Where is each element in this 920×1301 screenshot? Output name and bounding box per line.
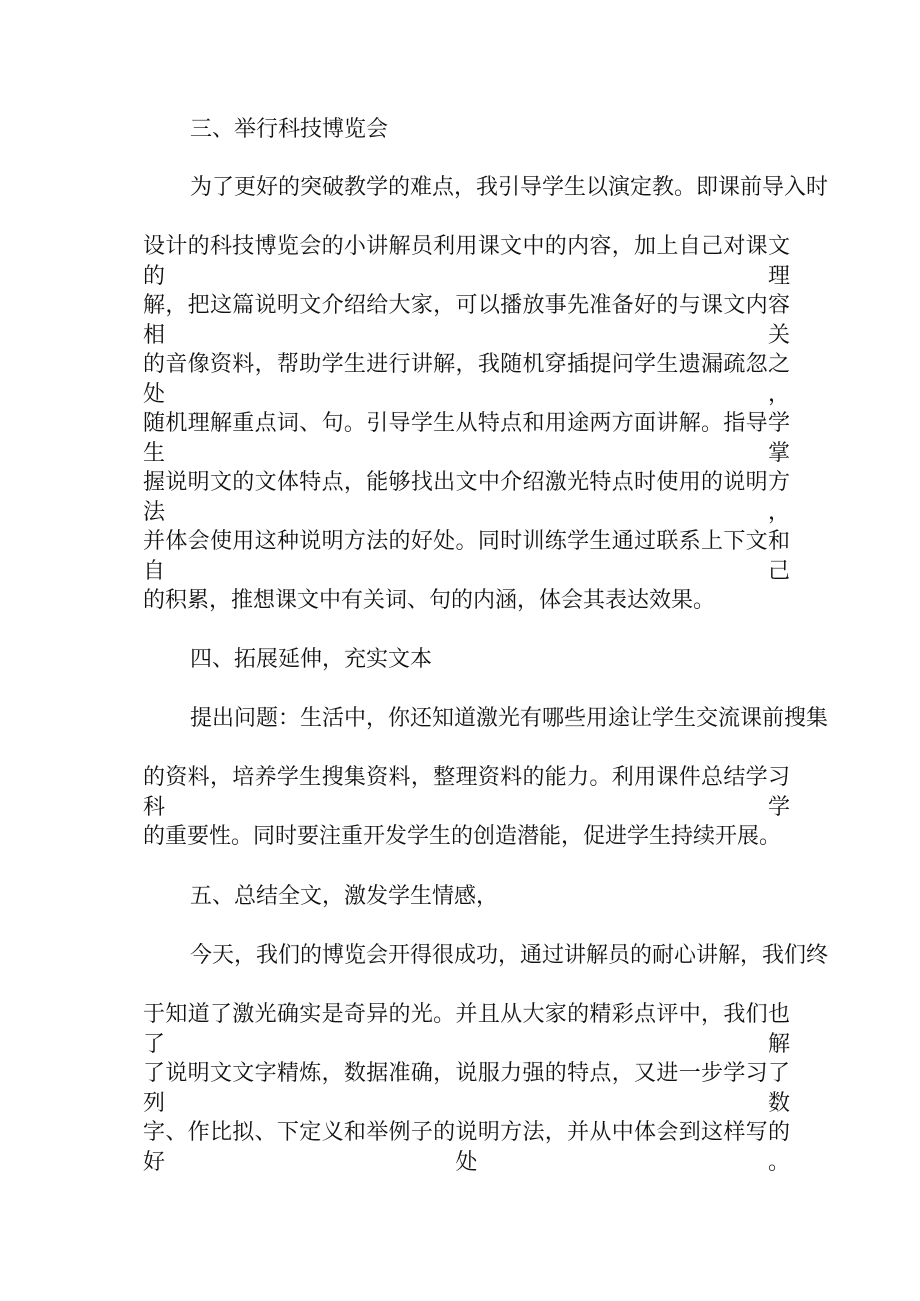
section-heading-4: 四、拓展延伸，充实文本 (190, 647, 433, 672)
paragraph-line: 字、作比拟、下定义和举例子的说明方法，并从中体会到这样写的好处。 (143, 1120, 790, 1175)
paragraph-line: 解，把这篇说明文介绍给大家，可以播放事先准备好的与课文内容相关 (143, 293, 790, 348)
paragraph-line: 的资料，培养学生搜集资料，整理资料的能力。利用课件总结学习科学 (143, 765, 790, 820)
paragraph-line: 的音像资料，帮助学生进行讲解，我随机穿插提问学生遗漏疏忽之处， (143, 352, 790, 407)
paragraph-line: 随机理解重点词、句。引导学生从特点和用途两方面讲解。指导学生掌 (143, 411, 790, 466)
section-heading-3: 三、举行科技博览会 (190, 117, 389, 142)
paragraph-line: 的重要性。同时要注重开发学生的创造潜能，促进学生持续开展。 (143, 824, 782, 849)
paragraph-line: 的积累，推想课文中有关词、句的内涵，体会其表达效果。 (143, 588, 716, 613)
paragraph-line: 并体会使用这种说明方法的好处。同时训练学生通过联系上下文和自己 (143, 529, 790, 584)
paragraph-line: 提出问题：生活中，你还知道激光有哪些用途让学生交流课前搜集 (190, 706, 829, 731)
paragraph-line: 今天，我们的博览会开得很成功，通过讲解员的耐心讲解，我们终 (190, 943, 829, 968)
paragraph-line: 握说明文的文体特点，能够找出文中介绍激光特点时使用的说明方法， (143, 470, 790, 525)
paragraph-line: 设计的科技博览会的小讲解员利用课文中的内容，加上自己对课文的理 (143, 234, 790, 289)
paragraph-line: 于知道了激光确实是奇异的光。并且从大家的精彩点评中，我们也了解 (143, 1002, 790, 1057)
section-heading-5: 五、总结全文，激发学生情感， (190, 884, 499, 909)
paragraph-line: 为了更好的突破教学的难点，我引导学生以演定教。即课前导入时 (190, 175, 829, 200)
paragraph-line: 了说明文文字精炼，数据准确，说服力强的特点，又进一步学习了列数 (143, 1061, 790, 1116)
